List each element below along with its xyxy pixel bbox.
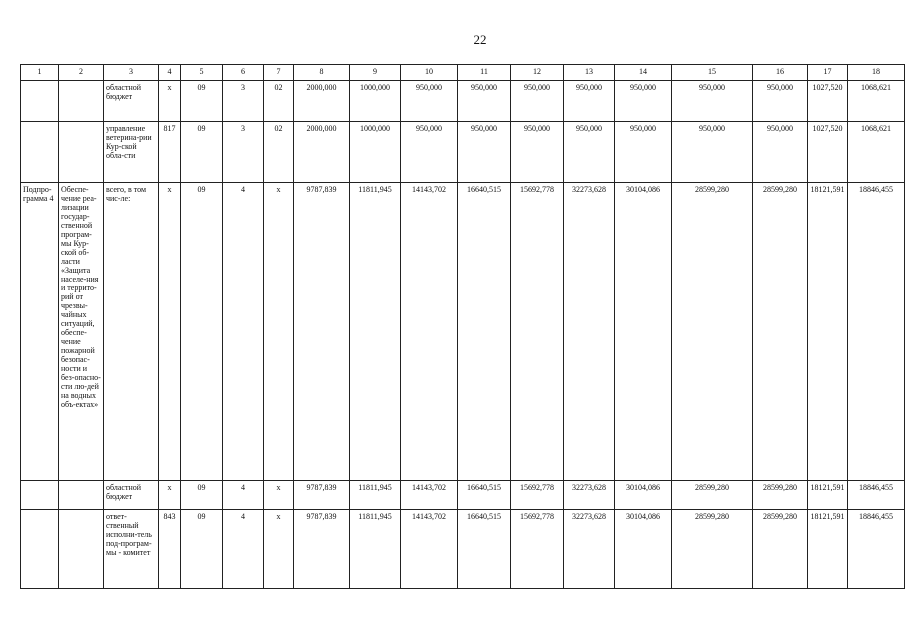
amount-cell: 9787,839 <box>294 481 350 510</box>
pr-cell: 4 <box>223 510 264 589</box>
header-row <box>21 65 905 81</box>
grbs-cell: x <box>159 481 181 510</box>
amount-cell: 30104,086 <box>615 183 672 481</box>
amount-cell: 1000,000 <box>350 81 401 122</box>
amount-cell: 16640,515 <box>458 481 511 510</box>
amount-cell: 18846,455 <box>848 510 905 589</box>
rz-cell: 09 <box>181 81 223 122</box>
program-cell <box>21 81 59 122</box>
grbs-cell: 817 <box>159 122 181 183</box>
column-header: 7 <box>264 65 294 81</box>
column-header: 16 <box>753 65 808 81</box>
column-header: 11 <box>458 65 511 81</box>
amount-cell: 950,000 <box>511 122 564 183</box>
csr-cell: x <box>264 183 294 481</box>
amount-cell: 950,000 <box>458 81 511 122</box>
table-row-veterinary-department <box>21 122 905 183</box>
source-cell: областной бюджет <box>104 481 159 510</box>
column-header: 4 <box>159 65 181 81</box>
amount-cell: 16640,515 <box>458 183 511 481</box>
amount-cell: 950,000 <box>753 122 808 183</box>
amount-cell: 14143,702 <box>401 183 458 481</box>
column-header: 17 <box>808 65 848 81</box>
amount-cell: 1027,520 <box>808 122 848 183</box>
grbs-cell: 843 <box>159 510 181 589</box>
table-row-responsible-executor <box>21 510 905 589</box>
amount-cell: 950,000 <box>564 81 615 122</box>
column-header: 14 <box>615 65 672 81</box>
column-header: 1 <box>21 65 59 81</box>
amount-cell: 28599,280 <box>753 183 808 481</box>
rz-cell: 09 <box>181 183 223 481</box>
column-header: 9 <box>350 65 401 81</box>
amount-cell: 32273,628 <box>564 183 615 481</box>
amount-cell: 11811,945 <box>350 481 401 510</box>
column-header: 15 <box>672 65 753 81</box>
column-header: 2 <box>59 65 104 81</box>
amount-cell: 30104,086 <box>615 510 672 589</box>
amount-cell: 14143,702 <box>401 481 458 510</box>
amount-cell: 18121,591 <box>808 183 848 481</box>
grbs-cell: x <box>159 81 181 122</box>
rz-cell: 09 <box>181 481 223 510</box>
amount-cell: 950,000 <box>564 122 615 183</box>
amount-cell: 32273,628 <box>564 510 615 589</box>
rz-cell: 09 <box>181 122 223 183</box>
source-cell: управление ветерина-рии Кур-ской обла-сти <box>104 122 159 183</box>
table-row-regional-budget-sub4 <box>21 481 905 510</box>
amount-cell: 2000,000 <box>294 122 350 183</box>
amount-cell: 15692,778 <box>511 481 564 510</box>
amount-cell: 15692,778 <box>511 183 564 481</box>
column-header: 3 <box>104 65 159 81</box>
amount-cell: 1068,621 <box>848 81 905 122</box>
amount-cell: 11811,945 <box>350 510 401 589</box>
pr-cell: 4 <box>223 481 264 510</box>
column-header: 13 <box>564 65 615 81</box>
amount-cell: 28599,280 <box>672 510 753 589</box>
budget-table <box>20 64 905 589</box>
page-number: 22 <box>473 32 487 47</box>
amount-cell: 30104,086 <box>615 481 672 510</box>
name-cell <box>59 122 104 183</box>
csr-cell: 02 <box>264 81 294 122</box>
name-cell: Обеспе-чение реа-лизации государ-ственной програм-мы Кур-ской об-ласти «Защита населе-ния и террито-рий от чрезвы-чайных ситуаций, обеспе-чение пожарной безопас-ности и без-опасно-сти лю-дей на водных объ-ектах» <box>59 183 104 481</box>
amount-cell: 950,000 <box>401 122 458 183</box>
column-header: 10 <box>401 65 458 81</box>
amount-cell: 18846,455 <box>848 481 905 510</box>
name-cell <box>59 81 104 122</box>
amount-cell: 950,000 <box>615 122 672 183</box>
pr-cell: 4 <box>223 183 264 481</box>
program-cell <box>21 481 59 510</box>
name-cell <box>59 481 104 510</box>
amount-cell: 28599,280 <box>753 481 808 510</box>
amount-cell: 950,000 <box>672 81 753 122</box>
table-row-subprogram-4-total <box>21 183 905 481</box>
column-header: 6 <box>223 65 264 81</box>
program-cell <box>21 122 59 183</box>
source-cell: областной бюджет <box>104 81 159 122</box>
rz-cell: 09 <box>181 510 223 589</box>
pr-cell: 3 <box>223 81 264 122</box>
program-cell <box>21 510 59 589</box>
source-cell: ответ-ственный исполни-тель под-програм-мы - комитет <box>104 510 159 589</box>
csr-cell: 02 <box>264 122 294 183</box>
amount-cell: 9787,839 <box>294 510 350 589</box>
source-cell: всего, в том чис-ле: <box>104 183 159 481</box>
pr-cell: 3 <box>223 122 264 183</box>
amount-cell: 950,000 <box>753 81 808 122</box>
amount-cell: 2000,000 <box>294 81 350 122</box>
amount-cell: 1068,621 <box>848 122 905 183</box>
amount-cell: 18121,591 <box>808 510 848 589</box>
amount-cell: 1027,520 <box>808 81 848 122</box>
csr-cell: x <box>264 510 294 589</box>
amount-cell: 950,000 <box>672 122 753 183</box>
amount-cell: 16640,515 <box>458 510 511 589</box>
column-header: 5 <box>181 65 223 81</box>
amount-cell: 15692,778 <box>511 510 564 589</box>
amount-cell: 28599,280 <box>753 510 808 589</box>
amount-cell: 950,000 <box>458 122 511 183</box>
amount-cell: 18846,455 <box>848 183 905 481</box>
column-header: 12 <box>511 65 564 81</box>
grbs-cell: x <box>159 183 181 481</box>
amount-cell: 28599,280 <box>672 481 753 510</box>
amount-cell: 28599,280 <box>672 183 753 481</box>
amount-cell: 14143,702 <box>401 510 458 589</box>
amount-cell: 18121,591 <box>808 481 848 510</box>
csr-cell: x <box>264 481 294 510</box>
amount-cell: 950,000 <box>615 81 672 122</box>
amount-cell: 1000,000 <box>350 122 401 183</box>
amount-cell: 950,000 <box>511 81 564 122</box>
amount-cell: 950,000 <box>401 81 458 122</box>
amount-cell: 32273,628 <box>564 481 615 510</box>
program-cell: Подпро-грамма 4 <box>21 183 59 481</box>
table-row-regional-budget-sub3 <box>21 81 905 122</box>
column-header: 8 <box>294 65 350 81</box>
column-header: 18 <box>848 65 905 81</box>
amount-cell: 11811,945 <box>350 183 401 481</box>
amount-cell: 9787,839 <box>294 183 350 481</box>
name-cell <box>59 510 104 589</box>
